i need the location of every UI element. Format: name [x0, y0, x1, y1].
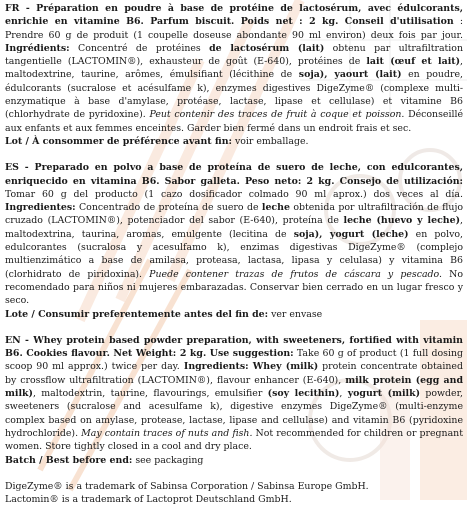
es-ingredients-text: obtenida por ultrafiltración de flujo cruzado (LACTOMIN®), potenciador del sabor (E-640), proteína de: [5, 202, 463, 227]
fr-lot-label: Lot / À consommer de préférence avant fin:: [5, 135, 232, 147]
en-ingredients-label: Ingredients: Whey (milk): [179, 361, 319, 373]
en-allergen: milk protein (egg and milk): [5, 374, 463, 400]
es-lot: ver envase: [268, 308, 323, 320]
es-allergen: soja), yogurt (leche): [293, 228, 409, 240]
en-allergen: yogurt (milk): [347, 388, 421, 400]
spacer: [5, 321, 463, 334]
es-warnings: No recomendado para niños ni mujeres embarazadas. Conservar bien cerrado en un lugar fresco y seco.: [5, 268, 463, 307]
es-ingredients-text: , maltodextrina, taurina, aromas, emulgente (lecitina de: [5, 215, 463, 240]
es-section: [5, 161, 463, 321]
fr-weight: Poids net : 2 kg.: [234, 16, 339, 28]
fr-allergen: lait (œuf et lait): [366, 56, 461, 68]
fr-ingredients-text: en poudre, édulcorants (sucralose et acésulfame k), enzymes digestives DigeZyme® (complexe multi-enzymatique à base d'amylase, protéase, lactase, lipase et cellulase) et vitamine B6 (chlorhydrate de pyridoxine).: [5, 69, 463, 121]
es-allergen: leche (huevo y leche): [343, 215, 461, 227]
en-usage: Take 60 g of product (1 full dosing scoop 90 ml approx.) twice per day.: [5, 348, 463, 373]
label-text: [5, 2, 463, 506]
es-allergen: leche: [261, 202, 290, 214]
es-usage: Tomar 60 g del producto (1 cazo dosificador colmado 90 ml aprox.) dos veces al día.: [5, 188, 463, 200]
fr-usage: : Prendre 60 g de produit (1 coupelle doseuse abondante 90 ml environ) deux fois par jour.: [5, 16, 463, 41]
en-allergen: (soy lecithin): [267, 388, 340, 400]
es-ingredients-text: en polvo, edulcorantes (sucralosa y acesulfamo k), enzimas digestivas DigeZyme® (complejo multienzimático a base de amilasa, proteasa, lactasa, lipasa y celulasa) y vitamina B6 (clorhidrato de piridoxina).: [5, 228, 463, 280]
spacer: [5, 148, 463, 161]
fr-warnings: Déconseillé aux enfants et aux femmes enceintes. Garder bien fermé dans un endroit frais et sec.: [5, 109, 463, 134]
en-ingredients-text: , maltodextrin, taurine, flavourings, emulsifier: [32, 388, 268, 400]
fr-lot: voir emballage.: [231, 135, 309, 147]
fr-title: FR - Préparation en poudre à base de protéine de lactosérum, avec édulcorants, enrichie en vitamine B6. Parfum biscuit.: [5, 3, 463, 28]
en-weight: Net Weight: 2 kg.: [109, 348, 207, 360]
es-ingredients-text: Concentrado de proteína de suero de: [75, 202, 262, 214]
en-ingredients-text: ,: [339, 388, 348, 400]
fr-section: [5, 2, 463, 148]
fr-allergen: soja), yaourt (lait): [298, 69, 402, 81]
es-weight: Peso neto: 2 kg.: [239, 175, 335, 187]
en-lot-label: Batch / Best before end:: [5, 454, 133, 466]
es-ingredients-label: Ingredientes:: [5, 202, 76, 214]
en-section: [5, 334, 463, 467]
en-traces: May contain traces of nuts and fish.: [78, 427, 253, 439]
en-usage-label: Use suggestion:: [206, 348, 294, 360]
trademark-digezyme: DigeZyme® is a trademark of Sabinsa Corporation / Sabinsa Europe GmbH.: [5, 480, 369, 492]
en-warnings: Not recommended for children or pregnant women. Store tightly closed in a cool and dry place.: [5, 427, 463, 453]
fr-ingredients-label: Ingrédients:: [5, 42, 70, 54]
en-ingredients-text: protein concentrate obtained by crossflow ultrafiltration (LACTOMIN®), flavour enhancer (E-640),: [5, 361, 463, 386]
en-title: EN - Whey protein based powder preparation, with sweeteners, fortified with vitamin B6. Cookies flavour.: [5, 334, 463, 360]
es-lot-label: Lote / Consumir preferentemente antes del fin de:: [5, 308, 269, 320]
fr-traces: Peut contenir des traces de fruit à coque et poisson.: [145, 109, 405, 121]
fr-ingredients-text: obtenu par ultrafiltration tangentielle (LACTOMIN®), exhausteur de goût (E-640), protéines de: [5, 42, 463, 68]
fr-ingredients-text: , maltodextrine, taurine, arômes, émulsifiant (lécithine de: [5, 56, 464, 81]
es-traces: Puede contener trazas de frutos de cáscara y pescado.: [142, 268, 443, 280]
fr-allergen: de lactosérum (lait): [209, 42, 325, 54]
es-title: ES - Preparado en polvo a base de proteína de suero de leche, con edulcorantes, enriquecido en vitamina B6. Sabor galleta.: [5, 162, 463, 187]
fr-ingredients-text: Concentré de protéines: [69, 42, 210, 54]
fr-usage-label: Conseil d'utilisation: [338, 16, 454, 28]
en-ingredients-text: powder, sweeteners (sucralose and acesulfame k), digestive enzymes DigeZyme® (multi-enzyme complex based on amylase, protease, lactase, lipase and cellulase) and vitamin B6 (pyridoxine hydrochloride).: [5, 388, 464, 439]
en-lot: see packaging: [132, 454, 204, 466]
spacer: [5, 467, 463, 480]
es-usage-label: Consejo de utilización:: [334, 175, 463, 187]
trademark-lactomin: Lactomin® is a trademark of Lactoprot Deutschland GmbH.: [5, 494, 292, 506]
